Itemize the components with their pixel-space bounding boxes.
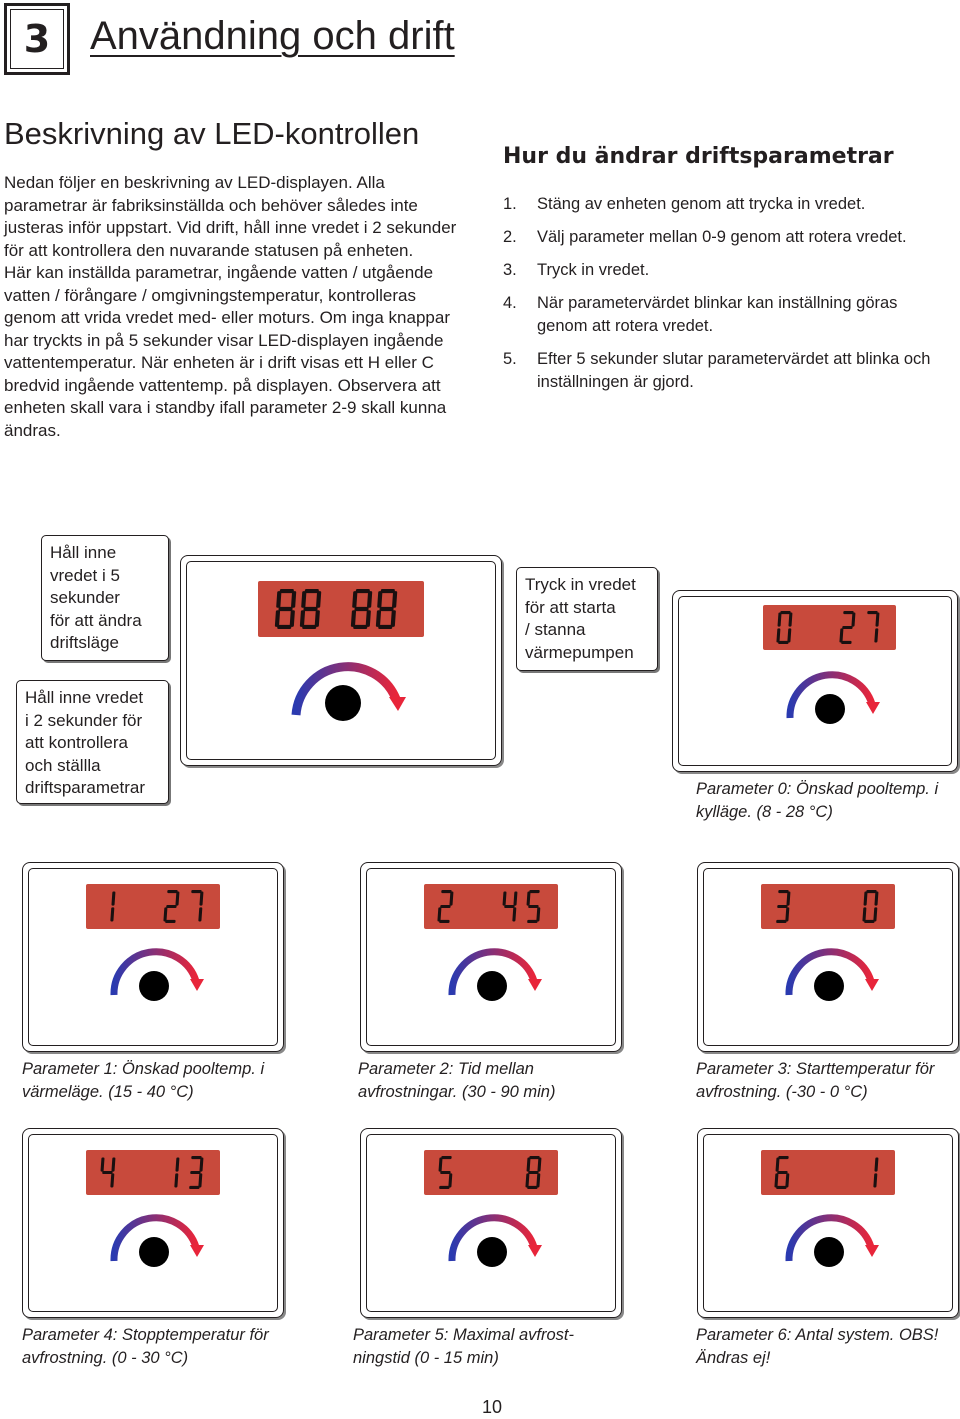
lcd-segment [867,611,878,614]
lcd-param-value [839,611,879,644]
lcd-segment [110,1173,114,1187]
lcd-segment [305,589,319,593]
lcd-segment [448,1173,452,1187]
lcd-segment [392,591,397,608]
chapter-number-box [4,3,70,75]
lcd-segment [438,1158,442,1172]
lcd-param-number [774,1156,789,1189]
intro-line: parametrar är fabriksinställda och behöver således inte [4,195,418,215]
callout-line: för att starta [525,597,616,617]
lcd-segment [367,591,372,608]
lcd-segment [778,1156,789,1159]
page-number: 10 [481,1397,503,1417]
lcd-display [258,581,424,637]
lcd-segment [502,892,506,906]
knob-button[interactable] [477,971,507,1001]
parameter-caption-2 [358,1058,555,1103]
lcd-segment [302,625,316,629]
knob-button[interactable] [814,1237,844,1267]
lcd-segment [175,1158,179,1172]
caption-line: värmeläge. (15 - 40 °C) [22,1082,194,1101]
rotary-knob[interactable] [442,937,552,1012]
lcd-digits [258,581,424,637]
callout-hold-2-seconds [16,680,169,804]
lcd-segment [303,607,317,611]
lcd-segment [354,607,368,611]
callout-hold-5-seconds [41,535,169,661]
lcd-digits [86,884,220,929]
lcd-segment [199,1158,203,1172]
callout-line: / stanna [525,620,586,639]
lcd-segment [513,892,517,906]
lcd-param-number [776,890,790,923]
callout-press-knob [516,567,658,671]
step-item [503,292,958,338]
callout-line: Tryck in vredet [525,575,636,594]
lcd-segment [873,1173,877,1187]
lcd-display [424,1150,558,1195]
rotary-knob[interactable] [779,1203,889,1278]
intro-line: har tryckts in på 5 sekunder visar LED-displayen ingående [4,330,444,350]
lcd-segment [843,611,854,614]
intro-line: för att kontrollera den nuvarande statusen på enheten. [4,240,414,260]
parameter-caption-3 [696,1058,934,1103]
step-number: 4. [503,294,517,312]
lcd-param-value [862,890,878,923]
callout-line: Håll inne vredet [25,688,144,707]
lcd-segment [842,626,853,629]
knob-button[interactable] [477,1237,507,1267]
intro-line: justeras inför uppstart. Vid drift, håll inne vredet i 2 sekunder [4,218,457,237]
knob-arrow-icon [389,697,406,711]
lcd-segment [111,1158,115,1172]
lcd-segment [381,589,395,593]
rotary-knob[interactable] [278,645,418,735]
lcd-segment [377,591,382,608]
lcd-segment [100,1158,104,1172]
lcd-segment [529,1156,540,1159]
lcd-segment [785,1173,789,1187]
intro-line: enheten skall vara i standby ifall parameter 2-9 skall kunna [4,398,447,417]
caption-line: Parameter 1: Önskad pooltemp. i [22,1060,265,1078]
knob-arrow-icon [190,1245,204,1257]
step-item [503,259,958,282]
lcd-segment [774,1173,778,1187]
intro-line: vattentemperatur. När enheten är i drift visas ett H eller C [4,353,434,372]
lcd-segment [537,1158,541,1172]
lcd-segment [315,610,320,627]
lcd-segment [776,920,787,923]
caption-line: ningstid (0 - 15 min) [353,1348,499,1367]
lcd-segment [528,1171,539,1174]
caption-line: Parameter 2: Tid mellan [358,1060,534,1078]
parameter-caption-6 [696,1324,938,1369]
rotary-knob[interactable] [104,1203,214,1278]
lcd-segment [526,892,530,906]
lcd-segment [353,625,367,629]
lcd-segment [174,1173,178,1187]
rotary-knob[interactable] [442,1203,552,1278]
intro-line: Nedan följer en beskrivning av LED-displayen. Alla [4,173,385,192]
intro-line: Här kan inställda parametrar, ingående vatten / utgående [4,263,434,282]
lcd-segment [316,591,321,608]
step-item [503,226,958,249]
lcd-segment [441,890,452,893]
lcd-segment [874,892,878,906]
howto-title: Hur du ändrar driftsparametrar [503,144,894,169]
lcd-segment [777,905,788,908]
lcd-display [86,884,220,929]
lcd-segment [841,641,852,644]
knob-button[interactable] [815,694,845,724]
caption-line: Parameter 3: Starttemperatur för [696,1060,935,1078]
lcd-segment [439,920,450,923]
rotary-knob[interactable] [780,660,890,735]
knob-arrow-icon [865,1245,879,1257]
caption-line: Parameter 5: Maximal avfrost- [353,1326,574,1344]
lcd-segment [780,611,791,614]
knob-button[interactable] [325,685,361,721]
lcd-segment [198,1173,202,1187]
lcd-param-number [776,611,792,644]
lcd-segment [111,892,115,906]
howto-steps [503,193,958,404]
lcd-segment [277,625,291,629]
step-text: Efter 5 sekunder slutar parametervärdet att blinka och [537,350,931,368]
callout-line: driftsläge [50,633,119,652]
chapter-number: 3 [23,17,51,61]
step-item [503,348,958,394]
lcd-segment [437,907,441,921]
lcd-segment [504,905,515,908]
lcd-segment [775,1158,779,1172]
lcd-display [761,884,895,929]
lcd-segment [110,907,114,921]
knob-arrow-icon [190,979,204,991]
lcd-segment [175,892,179,906]
knob-button[interactable] [814,971,844,1001]
lcd-segment [529,890,540,893]
step-text: inställningen är gjord. [537,373,694,391]
lcd-segment [102,1171,113,1174]
lcd-segment [440,1171,451,1174]
lcd-digits [761,1150,895,1195]
step-number: 2. [503,228,517,246]
lcd-segment [163,907,167,921]
callout-line: driftsparametrar [25,778,145,797]
lcd-segment [873,907,877,921]
intro-line: bredvid ingående vattentemp. på displayen. Observera att [4,375,441,395]
step-number: 1. [503,195,517,213]
lcd-segment [449,892,453,906]
lcd-segment [356,589,370,593]
lcd-segment [275,610,280,627]
lcd-segment [198,907,202,921]
lcd-digits [424,1150,558,1195]
lcd-segment [778,890,789,893]
lcd-segment [851,613,855,627]
callout-line: värmepumpen [525,642,634,662]
lcd-segment [165,920,176,923]
step-text: Välj parameter mellan 0-9 genom att rotera vredet. [537,228,907,246]
lcd-segment [776,1186,787,1189]
lcd-segment [290,610,295,627]
knob-button[interactable] [139,1237,169,1267]
lcd-segment [526,1158,530,1172]
parameter-caption-1 [22,1058,264,1103]
knob-arrow-icon [865,979,879,991]
lcd-display [761,1150,895,1195]
lcd-param-value [174,1156,203,1189]
lcd-param-value [525,1156,541,1189]
callout-line: att kontrollera [25,733,128,752]
lcd-segment [278,607,292,611]
lcd-segment [527,920,538,923]
lcd-param-number [100,1158,115,1188]
parameter-caption-5 [353,1324,574,1369]
lcd-display [763,605,896,650]
lcd-segment [863,892,867,906]
lcd-segment [167,890,178,893]
lcd-segment [391,610,396,627]
knob-arrow-icon [528,979,542,991]
lcd-segment [864,920,875,923]
lcd-segment [786,892,790,906]
lcd-segment [776,628,780,642]
lcd-segment [866,890,877,893]
callout-line: i 2 sekunder för [25,710,143,730]
lcd-segment [874,628,878,642]
step-item [503,193,958,216]
lcd-segment [787,628,791,642]
lcd-segment [366,610,371,627]
callout-line: sekunder [50,588,120,607]
parameter-caption-4 [22,1324,269,1369]
lcd-segment [191,1156,202,1159]
chapter-title: Användning och drift [90,14,455,58]
lcd-segment [875,613,879,627]
lcd-segment [189,1186,200,1189]
lcd-param-value [873,1158,878,1188]
lcd-segment [777,613,781,627]
lcd-segment [862,907,866,921]
lcd-segment [785,907,789,921]
intro-line: vatten / förångare / omgivningstemperatur, kontrolleras [4,285,416,305]
lcd-segment [352,591,357,608]
step-text: Tryck in vredet. [537,261,650,279]
rotary-knob[interactable] [779,937,889,1012]
lcd-segment [301,591,306,608]
lcd-segment [351,610,356,627]
lcd-segment [527,1186,538,1189]
parameter-caption-0 [696,778,938,823]
caption-line: Parameter 4: Stopptemperatur för [22,1326,269,1344]
lcd-segment [778,641,789,644]
knob-arrow-icon [528,1245,542,1257]
caption-line: Parameter 0: Önskad pooltemp. i [696,780,939,798]
lcd-segment [300,610,305,627]
caption-line: Ändras ej! [696,1348,771,1367]
lcd-segment [190,1171,201,1174]
lcd-digits [761,884,895,929]
lcd-segment [378,625,392,629]
lcd-segment [777,1171,788,1174]
lcd-segment [376,610,381,627]
lcd-param-number [437,890,453,923]
lcd-param-value [163,890,203,923]
intro-line: ändras. [4,420,61,440]
lcd-digits [86,1150,220,1195]
step-text: Stäng av enheten genom att trycka in vredet. [537,195,866,213]
callout-line: Håll inne [50,543,117,562]
lcd-param-number [438,1156,452,1189]
lcd-segment [440,905,451,908]
callout-line: för att ändra [50,610,142,630]
lcd-segment [166,905,177,908]
lcd-digits [424,884,558,929]
lcd-segment [441,1156,452,1159]
lcd-segment [839,628,843,642]
lcd-segment [276,591,281,608]
intro-paragraph [4,172,482,442]
step-text: genom att rotera vredet. [537,317,714,335]
caption-line: avfrostning. (0 - 30 °C) [22,1348,189,1367]
lcd-segment [199,892,203,906]
callout-line: och ställla [25,755,101,775]
callout-line: vredet i 5 [50,565,120,585]
section-title: Beskrivning av LED-kontrollen [4,116,420,151]
lcd-param-value [502,890,540,923]
caption-line: avfrostning. (-30 - 0 °C) [696,1082,868,1101]
rotary-knob[interactable] [104,937,214,1012]
lcd-segment [536,1173,540,1187]
lcd-display [86,1150,220,1195]
step-number: 5. [503,350,517,368]
caption-line: avfrostningar. (30 - 90 min) [358,1082,556,1101]
lcd-segment [191,890,202,893]
lcd-segment [788,613,792,627]
intro-line: genom att vrida vredet med- eller moturs. Om inga knappar [4,308,450,327]
lcd-segment [280,589,294,593]
lcd-segment [512,907,516,921]
lcd-segment [874,1158,878,1172]
lcd-digits [763,605,896,650]
lcd-segment [291,591,296,608]
lcd-segment [439,1186,450,1189]
knob-button[interactable] [139,971,169,1001]
lcd-param-number [110,892,115,922]
caption-line: Parameter 6: Antal system. OBS! [696,1326,939,1344]
step-text: När parametervärdet blinkar kan inställning göras [537,294,898,312]
lcd-segment [525,1173,529,1187]
lcd-segment [528,905,539,908]
caption-line: kylläge. (8 - 28 °C) [696,802,833,821]
lcd-display [424,884,558,929]
step-number: 3. [503,261,517,279]
lcd-segment [536,907,540,921]
lcd-segment [379,607,393,611]
knob-arrow-icon [866,702,880,714]
